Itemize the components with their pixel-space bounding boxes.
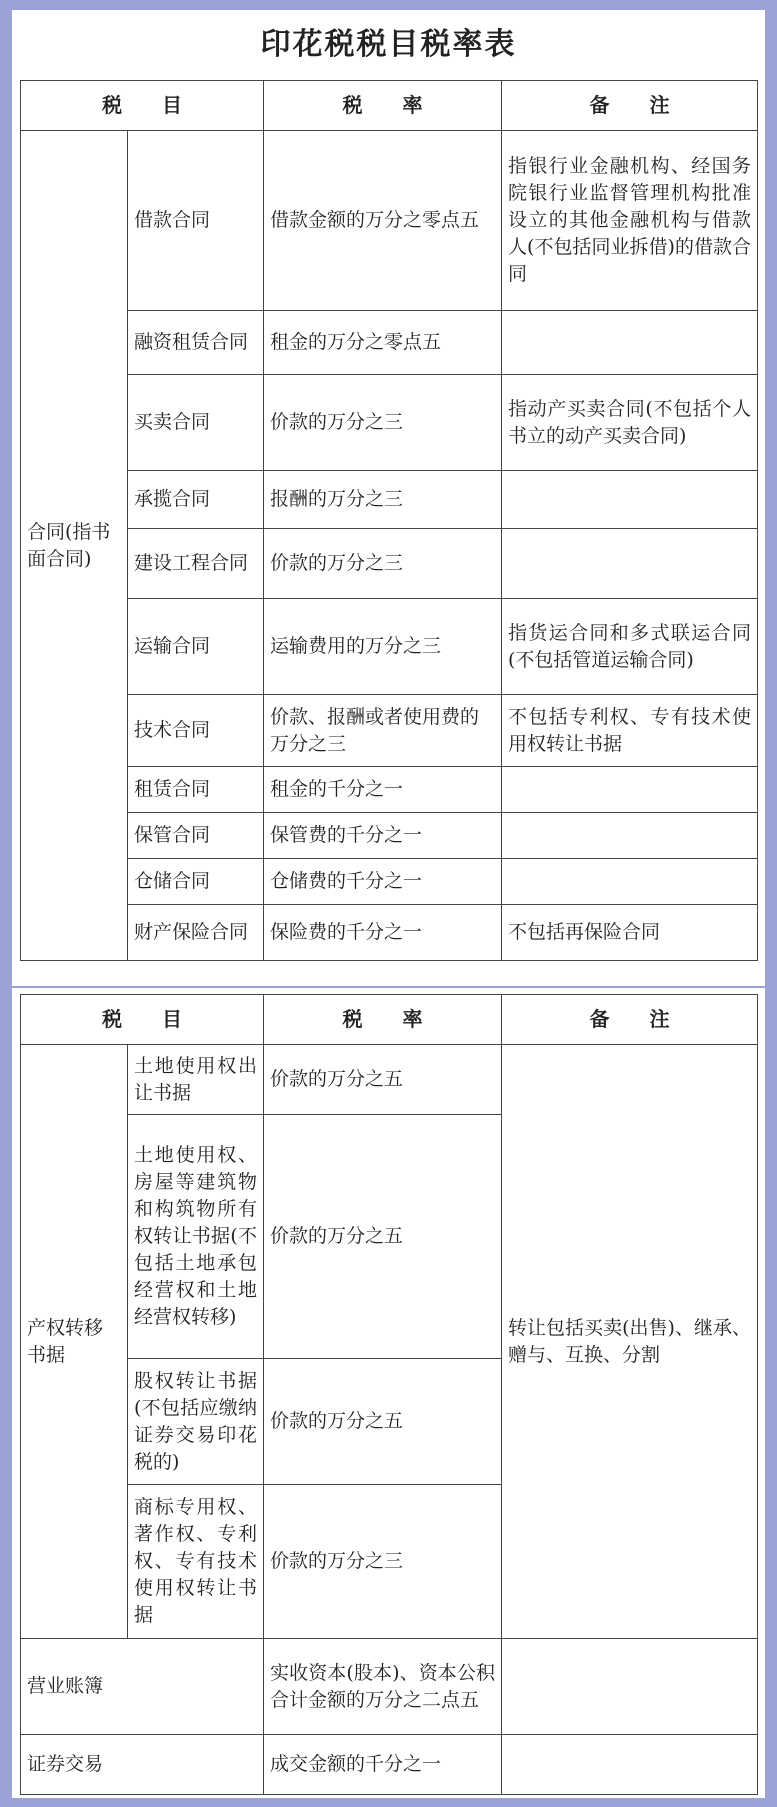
item-cell: 借款合同 bbox=[128, 131, 264, 311]
rate-cell: 价款的万分之五 bbox=[264, 1115, 502, 1359]
rate-cell: 仓储费的千分之一 bbox=[264, 859, 502, 905]
table-row bbox=[21, 859, 758, 905]
category-cell: 合同(指书面合同) bbox=[21, 131, 128, 961]
note-cell bbox=[502, 767, 758, 813]
item-cell: 建设工程合同 bbox=[128, 529, 264, 599]
rate-cell: 保险费的千分之一 bbox=[264, 905, 502, 961]
item-cell: 土地使用权出让书据 bbox=[128, 1045, 264, 1115]
table-row bbox=[21, 529, 758, 599]
rate-cell: 运输费用的万分之三 bbox=[264, 599, 502, 695]
rate-cell: 价款的万分之五 bbox=[264, 1045, 502, 1115]
header-row bbox=[21, 995, 758, 1045]
item-cell: 土地使用权、房屋等建筑物和构筑物所有权转让书据(不包括土地承包经营权和土地经营权转移) bbox=[128, 1115, 264, 1359]
note-cell: 指银行业金融机构、经国务院银行业监督管理机构批准设立的其他金融机构与借款人(不包括同业拆借)的借款合同 bbox=[502, 131, 758, 311]
note-cell bbox=[502, 471, 758, 529]
item-cell: 买卖合同 bbox=[128, 375, 264, 471]
item-cell: 租赁合同 bbox=[128, 767, 264, 813]
rate-cell: 价款的万分之三 bbox=[264, 529, 502, 599]
table-row bbox=[21, 471, 758, 529]
transfer-table bbox=[20, 994, 758, 1795]
item-cell: 仓储合同 bbox=[128, 859, 264, 905]
header-note: 备 注 bbox=[502, 81, 758, 131]
header-note: 备 注 bbox=[502, 995, 758, 1045]
note-cell bbox=[502, 311, 758, 375]
note-cell: 指动产买卖合同(不包括个人书立的动产买卖合同) bbox=[502, 375, 758, 471]
item-cell: 商标专用权、著作权、专利权、专有技术使用权转让书据 bbox=[128, 1485, 264, 1639]
table-row bbox=[21, 375, 758, 471]
contract-panel bbox=[12, 10, 765, 986]
item-cell: 承揽合同 bbox=[128, 471, 264, 529]
table-row bbox=[21, 905, 758, 961]
rate-cell: 实收资本(股本)、资本公积合计金额的万分之二点五 bbox=[264, 1639, 502, 1735]
table-row bbox=[21, 1735, 758, 1795]
page-title: 印花税税目税率表 bbox=[260, 27, 517, 62]
table-row bbox=[21, 695, 758, 767]
table-row bbox=[21, 767, 758, 813]
rate-cell: 价款的万分之三 bbox=[264, 375, 502, 471]
rate-cell: 租金的万分之零点五 bbox=[264, 311, 502, 375]
item-cell: 财产保险合同 bbox=[128, 905, 264, 961]
category-cell: 产权转移书据 bbox=[21, 1045, 128, 1639]
rate-cell: 价款的万分之三 bbox=[264, 1485, 502, 1639]
header-item: 税 目 bbox=[21, 81, 264, 131]
note-cell bbox=[502, 1735, 758, 1795]
table-row bbox=[21, 131, 758, 311]
note-cell: 指货运合同和多式联运合同(不包括管道运输合同) bbox=[502, 599, 758, 695]
rate-cell: 保管费的千分之一 bbox=[264, 813, 502, 859]
item-cell: 营业账簿 bbox=[21, 1639, 264, 1735]
table-row bbox=[21, 1045, 758, 1115]
rate-cell: 租金的千分之一 bbox=[264, 767, 502, 813]
table-row bbox=[21, 311, 758, 375]
note-cell bbox=[502, 859, 758, 905]
table-row bbox=[21, 1639, 758, 1735]
item-cell: 运输合同 bbox=[128, 599, 264, 695]
header-rate: 税 率 bbox=[264, 81, 502, 131]
header-item: 税 目 bbox=[21, 995, 264, 1045]
note-cell: 不包括专利权、专有技术使用权转让书据 bbox=[502, 695, 758, 767]
note-cell: 不包括再保险合同 bbox=[502, 905, 758, 961]
rate-cell: 价款的万分之五 bbox=[264, 1359, 502, 1485]
rate-cell: 价款、报酬或者使用费的万分之三 bbox=[264, 695, 502, 767]
item-cell: 融资租赁合同 bbox=[128, 311, 264, 375]
table-row bbox=[21, 813, 758, 859]
rate-cell: 借款金额的万分之零点五 bbox=[264, 131, 502, 311]
note-cell bbox=[502, 813, 758, 859]
transfer-panel bbox=[12, 988, 765, 1798]
header-rate: 税 率 bbox=[264, 995, 502, 1045]
header-row bbox=[21, 81, 758, 131]
item-cell: 证券交易 bbox=[21, 1735, 264, 1795]
note-cell: 转让包括买卖(出售)、继承、赠与、互换、分割 bbox=[502, 1045, 758, 1639]
note-cell bbox=[502, 529, 758, 599]
rate-cell: 报酬的万分之三 bbox=[264, 471, 502, 529]
contract-table bbox=[20, 80, 758, 961]
rate-cell: 成交金额的千分之一 bbox=[264, 1735, 502, 1795]
item-cell: 保管合同 bbox=[128, 813, 264, 859]
note-cell bbox=[502, 1639, 758, 1735]
table-row bbox=[21, 599, 758, 695]
item-cell: 股权转让书据(不包括应缴纳证券交易印花税的) bbox=[128, 1359, 264, 1485]
item-cell: 技术合同 bbox=[128, 695, 264, 767]
